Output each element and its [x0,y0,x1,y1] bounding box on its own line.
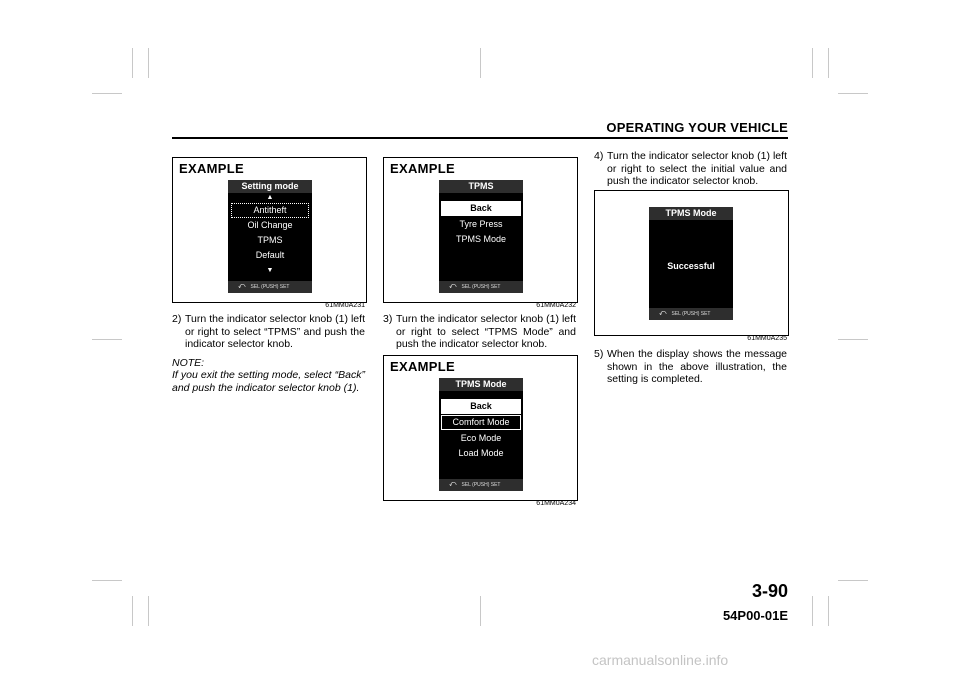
down-arrow-icon: ▼ [266,267,274,274]
step-number: 2) [172,313,182,325]
step-4 [594,150,787,190]
menu-item-tpms[interactable]: TPMS [257,235,283,245]
knob-icon: ⤺ [449,283,457,290]
step-5 [594,348,787,388]
section-title: OPERATING YOUR VEHICLE [606,120,788,135]
step-text: Turn the indicator selector knob (1) left or right to select “TPMS” and push the indicator selector knob. [185,313,365,350]
screen-title: Setting mode [228,180,312,193]
knob-icon: ⤺ [659,310,667,317]
display-screen [228,180,312,293]
screen-hint: SEL (PUSH) SET [671,311,711,317]
figure-tpms [383,157,578,303]
crop-mark [838,93,868,94]
screen-hint-bar [439,281,523,293]
crop-mark [812,48,813,78]
screen-hint-bar [649,308,733,320]
knob-icon: ⤺ [449,481,457,488]
figure-successful [594,190,789,336]
menu-item-oil-change[interactable]: Oil Change [247,220,293,230]
screen-title: TPMS Mode [649,207,733,220]
screen-hint: SEL (PUSH) SET [250,284,290,290]
crop-mark [132,596,133,626]
screen-hint: SEL (PUSH) SET [461,482,501,488]
crop-mark [828,596,829,626]
crop-mark [480,596,481,626]
display-screen [649,207,733,320]
menu-item-eco-mode[interactable]: Eco Mode [460,433,502,443]
step-3 [383,313,576,353]
step-text: Turn the indicator selector knob (1) left or right to select “TPMS Mode” and push the indicator selector knob. [396,313,576,350]
step-2 [172,313,365,353]
up-arrow-icon: ▲ [266,194,274,201]
menu-item-load-mode[interactable]: Load Mode [458,448,504,458]
screen-hint: SEL (PUSH) SET [461,284,501,290]
figure-code: 61MM0A231 [325,302,365,309]
figure-code: 61MM0A232 [536,302,576,309]
example-label: EXAMPLE [390,359,455,374]
crop-mark [148,48,149,78]
step-number: 5) [594,348,604,360]
crop-mark [148,596,149,626]
menu-item-tpms-mode[interactable]: TPMS Mode [455,234,506,244]
menu-item-back[interactable]: Back [441,201,521,216]
display-screen [439,378,523,491]
menu-item-comfort-mode[interactable]: Comfort Mode [441,415,521,430]
step-text: When the display shows the message shown in the above illustration, the setting is completed. [607,348,787,385]
menu-item-antitheft[interactable]: Antitheft [231,203,309,218]
menu-item-back[interactable]: Back [441,399,521,414]
page-number: 3-90 [751,581,788,601]
example-label: EXAMPLE [179,161,244,176]
crop-mark [480,48,481,78]
crop-mark [92,580,122,581]
note-label: NOTE: [172,357,205,369]
crop-mark [828,48,829,78]
watermark: carmanualsonline.info [592,652,729,668]
figure-code: 61MM0A234 [536,500,576,507]
menu-item-tyre-press[interactable]: Tyre Press [459,219,503,229]
step-number: 4) [594,150,604,162]
crop-mark [92,339,122,340]
figure-tpms-mode [383,355,578,501]
screen-hint-bar [439,479,523,491]
crop-mark [838,580,868,581]
step-number: 3) [383,313,393,325]
knob-icon: ⤺ [238,283,246,290]
crop-mark [92,93,122,94]
header-rule [172,137,788,139]
figure-code: 61MM0A235 [747,335,787,342]
document-code: 54P00-01E [722,608,788,623]
example-label: EXAMPLE [390,161,455,176]
crop-mark [838,339,868,340]
screen-title: TPMS Mode [439,378,523,391]
display-screen [439,180,523,293]
crop-mark [812,596,813,626]
menu-item-default[interactable]: Default [255,250,285,260]
figure-setting-mode [172,157,367,303]
status-message: Successful [667,261,715,271]
step-text: Turn the indicator selector knob (1) left or right to select the initial value and push the indicator selector knob. [607,150,787,187]
note-text: If you exit the setting mode, select “Back” and push the indicator selector knob (1). [172,369,365,394]
crop-mark [132,48,133,78]
screen-title: TPMS [439,180,523,193]
screen-hint-bar [228,281,312,293]
